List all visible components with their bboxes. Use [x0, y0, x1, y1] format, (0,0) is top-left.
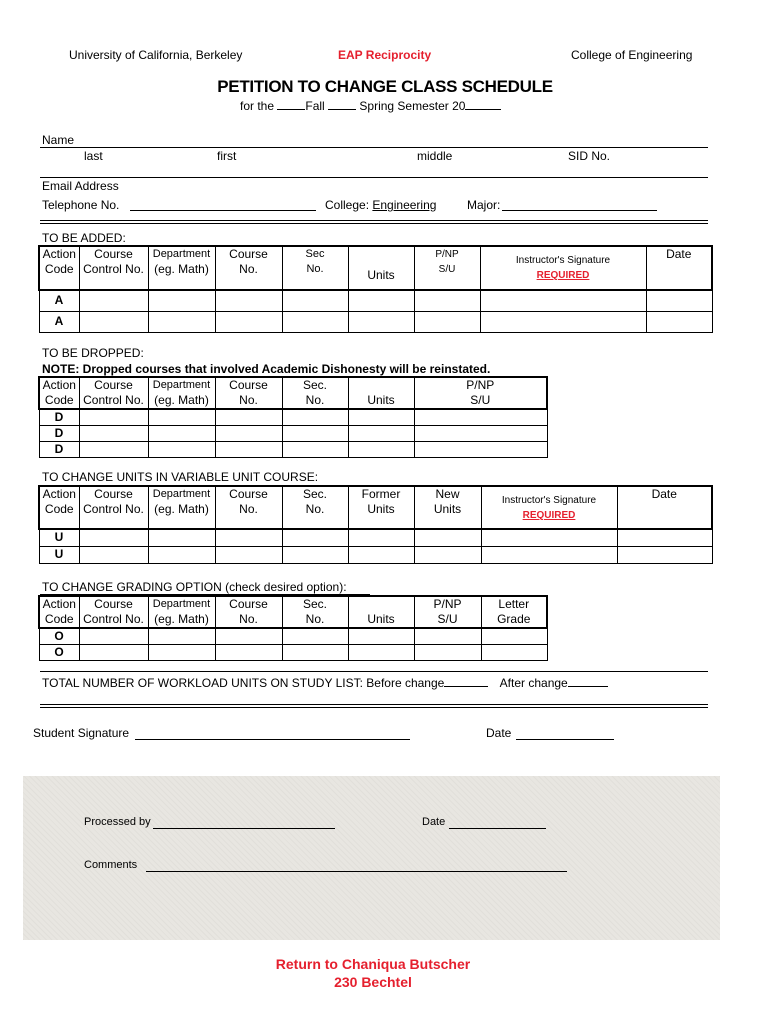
col-department: [148, 246, 215, 290]
table-cell[interactable]: [282, 311, 348, 332]
totals-line: [42, 676, 608, 690]
name-label: Name: [42, 133, 75, 147]
col-label: Course: [94, 247, 133, 261]
comments-label: Comments: [84, 859, 138, 871]
col-label: Course: [94, 378, 133, 392]
student-signature-label: Student Signature: [33, 726, 130, 740]
col-label: Action: [42, 378, 76, 392]
col-label: Date: [651, 487, 677, 501]
action-code: D: [39, 426, 79, 442]
drop-section-title: TO BE DROPPED:: [42, 346, 144, 360]
col-pnp-su: [414, 246, 480, 290]
table-cell[interactable]: [414, 426, 547, 442]
col-label: Course: [229, 378, 268, 392]
table-cell[interactable]: [215, 628, 282, 645]
col-label: P/NP: [433, 597, 462, 611]
units-section-title: TO CHANGE UNITS IN VARIABLE UNIT COURSE:: [42, 470, 319, 484]
col-label: Control No.: [83, 393, 144, 407]
col-label: Letter: [498, 597, 530, 611]
col-label: Former: [361, 487, 401, 501]
table-cell[interactable]: [414, 442, 547, 458]
telephone-field[interactable]: [130, 210, 316, 211]
col-label: Sec.: [302, 378, 327, 392]
signature-date-label: Date: [486, 726, 512, 740]
col-units: [348, 377, 414, 409]
table-cell[interactable]: [148, 290, 215, 311]
col-new-units: [414, 486, 481, 529]
col-label: Department: [152, 598, 211, 610]
double-divider: [40, 220, 708, 224]
table-cell[interactable]: [215, 409, 282, 426]
col-label: Sec.: [302, 487, 327, 501]
col-label: P/NP: [466, 378, 495, 392]
comments-field[interactable]: [146, 871, 567, 872]
col-label: Control No.: [83, 502, 144, 516]
col-label: No.: [239, 262, 258, 276]
signature-date-field[interactable]: [516, 739, 614, 740]
col-former-units: [348, 486, 414, 529]
table-cell[interactable]: [414, 529, 481, 546]
table-cell[interactable]: [414, 311, 480, 332]
col-units: [348, 246, 414, 290]
col-label: Action: [42, 487, 76, 501]
table-cell[interactable]: [348, 529, 414, 546]
table-cell[interactable]: [348, 426, 414, 442]
col-label: Date: [666, 247, 692, 261]
table-cell[interactable]: [480, 311, 646, 332]
col-sec-no: [282, 246, 348, 290]
col-department: [148, 596, 215, 628]
fall-blank[interactable]: [277, 109, 305, 110]
col-label: Control No.: [83, 612, 144, 626]
col-instructor-signature: [481, 486, 617, 529]
col-label: Sec: [305, 248, 325, 260]
table-cell[interactable]: [348, 546, 414, 563]
sid-label: SID No.: [568, 149, 611, 163]
col-label: Units: [367, 612, 395, 626]
table-cell[interactable]: [215, 529, 282, 546]
col-label: Action: [42, 597, 76, 611]
year-blank[interactable]: [465, 109, 501, 110]
col-action-code: [39, 377, 79, 409]
col-date: [646, 246, 712, 290]
table-cell[interactable]: [148, 529, 215, 546]
table-cell[interactable]: [79, 546, 148, 563]
table-cell[interactable]: [148, 426, 215, 442]
name-line[interactable]: [40, 147, 708, 148]
col-sec-no: [282, 486, 348, 529]
col-label: Course: [94, 597, 133, 611]
col-course-no: [215, 486, 282, 529]
table-cell[interactable]: [79, 645, 148, 661]
college-field: [325, 198, 436, 212]
spring-label: Spring Semester 20: [359, 99, 466, 113]
table-cell[interactable]: [215, 645, 282, 661]
table-cell[interactable]: [646, 290, 712, 311]
table-cell[interactable]: [282, 546, 348, 563]
table-cell[interactable]: [617, 529, 712, 546]
col-label: Grade: [497, 612, 531, 626]
table-cell[interactable]: [414, 546, 481, 563]
units-table: [38, 485, 713, 564]
action-code: D: [39, 442, 79, 458]
col-label: Code: [44, 393, 74, 407]
action-code: U: [39, 529, 79, 546]
col-label: Course: [229, 247, 268, 261]
col-label: Instructor's Signature: [515, 255, 611, 266]
drop-note: NOTE: Dropped courses that involved Academic Dishonesty will be reinstated.: [42, 362, 491, 376]
telephone-label: Telephone No.: [42, 198, 120, 212]
table-cell[interactable]: [79, 628, 148, 645]
table-cell[interactable]: [282, 290, 348, 311]
before-change-field[interactable]: [444, 686, 488, 687]
col-course-no: [215, 596, 282, 628]
processed-by-label: Processed by: [84, 816, 151, 828]
first-label: first: [217, 149, 237, 163]
col-action-code: [39, 486, 79, 529]
col-pnp-su: [414, 377, 547, 409]
col-label: Code: [44, 502, 74, 516]
col-sec-no: [282, 596, 348, 628]
table-cell[interactable]: [215, 426, 282, 442]
table-cell[interactable]: [282, 628, 348, 645]
col-action-code: [39, 596, 79, 628]
col-label: No.: [239, 612, 258, 626]
col-label: Sec.: [302, 597, 327, 611]
required-note: REQUIRED: [522, 510, 576, 521]
col-department: [148, 486, 215, 529]
col-label: Units: [433, 502, 462, 516]
table-cell[interactable]: [481, 628, 547, 645]
university-name: University of California, Berkeley: [69, 48, 243, 62]
col-course-control: [79, 486, 148, 529]
semester-line: [240, 99, 501, 113]
office-date-field[interactable]: [449, 828, 546, 829]
table-cell[interactable]: [348, 628, 414, 645]
col-label: Control No.: [83, 262, 144, 276]
table-cell[interactable]: [148, 311, 215, 332]
table-cell[interactable]: [348, 311, 414, 332]
table-cell[interactable]: [215, 311, 282, 332]
table-cell[interactable]: [148, 645, 215, 661]
college-name: College of Engineering: [571, 48, 693, 62]
col-instructor-signature: [480, 246, 646, 290]
office-use-box: [23, 776, 720, 940]
table-cell[interactable]: [282, 529, 348, 546]
col-label: Instructor's Signature: [501, 495, 597, 506]
col-date: [617, 486, 712, 529]
col-label: Department: [152, 488, 211, 500]
table-cell[interactable]: [414, 290, 480, 311]
add-section-title: TO BE ADDED:: [42, 231, 126, 245]
processed-by-field[interactable]: [153, 828, 335, 829]
table-cell[interactable]: [79, 426, 148, 442]
col-label: S/U: [470, 393, 491, 407]
add-table: [38, 245, 713, 333]
col-sec-no: [282, 377, 348, 409]
page-title: PETITION TO CHANGE CLASS SCHEDULE: [217, 77, 553, 96]
col-label: No.: [239, 393, 258, 407]
return-location-line: 230 Bechtel: [334, 974, 412, 990]
action-code: D: [39, 409, 79, 426]
divider: [40, 671, 708, 672]
table-cell[interactable]: [79, 409, 148, 426]
table-cell[interactable]: [79, 529, 148, 546]
col-units: [348, 596, 414, 628]
table-cell[interactable]: [646, 311, 712, 332]
col-course-no: [215, 246, 282, 290]
totals-label: TOTAL NUMBER OF WORKLOAD UNITS ON STUDY LIST: Before change: [42, 676, 445, 690]
fall-label: Fall: [305, 99, 325, 113]
last-label: last: [84, 149, 103, 163]
col-course-control: [79, 377, 148, 409]
col-label: (eg. Math): [154, 612, 209, 626]
email-label: Email Address: [42, 179, 119, 193]
major-label: Major:: [467, 198, 501, 212]
col-label: No.: [306, 263, 324, 275]
table-cell[interactable]: [148, 409, 215, 426]
spring-blank[interactable]: [328, 109, 356, 110]
table-cell[interactable]: [481, 645, 547, 661]
col-pnp-su: [414, 596, 481, 628]
col-label: S/U: [438, 264, 456, 275]
col-label: Department: [152, 379, 211, 391]
col-label: Action: [42, 247, 76, 261]
col-label: S/U: [437, 612, 458, 626]
required-note: REQUIRED: [536, 270, 590, 281]
table-cell[interactable]: [282, 426, 348, 442]
col-label: P/NP: [435, 249, 459, 260]
grading-section-title: TO CHANGE GRADING OPTION (check desired option):: [42, 580, 347, 594]
table-cell[interactable]: [348, 645, 414, 661]
college-label: College:: [325, 198, 370, 212]
table-cell[interactable]: [148, 628, 215, 645]
semester-prefix: for the: [240, 99, 275, 113]
col-label: (eg. Math): [154, 262, 209, 276]
col-label: Department: [152, 248, 211, 260]
middle-label: middle: [417, 149, 453, 163]
col-letter-grade: [481, 596, 547, 628]
table-cell[interactable]: [148, 546, 215, 563]
table-cell[interactable]: [414, 628, 481, 645]
after-change-field[interactable]: [568, 686, 608, 687]
table-cell[interactable]: [282, 409, 348, 426]
drop-table: [38, 376, 548, 458]
col-label: (eg. Math): [154, 393, 209, 407]
col-label: (eg. Math): [154, 502, 209, 516]
divider: [40, 177, 708, 178]
col-label: New: [435, 487, 460, 501]
col-course-control: [79, 246, 148, 290]
table-cell[interactable]: [215, 442, 282, 458]
table-cell[interactable]: [617, 546, 712, 563]
action-code: A: [39, 290, 79, 311]
table-cell[interactable]: [481, 529, 617, 546]
program-name: EAP Reciprocity: [338, 48, 432, 62]
major-field[interactable]: [502, 210, 657, 211]
table-cell[interactable]: [348, 290, 414, 311]
col-course-control: [79, 596, 148, 628]
col-label: Units: [367, 393, 395, 407]
table-cell[interactable]: [79, 442, 148, 458]
office-date-label: Date: [422, 816, 446, 828]
table-cell[interactable]: [79, 311, 148, 332]
table-cell[interactable]: [480, 290, 646, 311]
col-label: No.: [305, 502, 325, 516]
col-label: Course: [229, 597, 268, 611]
action-code: O: [39, 645, 79, 661]
action-code: O: [39, 628, 79, 645]
col-label: Course: [94, 487, 133, 501]
col-label: Units: [367, 502, 395, 516]
grading-table: [38, 595, 548, 661]
action-code: U: [39, 546, 79, 563]
table-cell[interactable]: [414, 409, 547, 426]
table-cell[interactable]: [215, 290, 282, 311]
col-course-no: [215, 377, 282, 409]
table-cell[interactable]: [481, 546, 617, 563]
col-department: [148, 377, 215, 409]
col-label: Units: [367, 267, 395, 282]
student-signature-field[interactable]: [135, 739, 410, 740]
col-action-code: [39, 246, 79, 290]
after-change-label: After change: [499, 676, 568, 690]
table-cell[interactable]: [282, 442, 348, 458]
action-code: A: [39, 311, 79, 332]
double-divider: [40, 704, 708, 708]
table-cell[interactable]: [148, 442, 215, 458]
table-cell[interactable]: [215, 546, 282, 563]
table-cell[interactable]: [348, 409, 414, 426]
col-label: No.: [305, 393, 325, 407]
col-label: Code: [44, 262, 74, 276]
col-label: Code: [44, 612, 74, 626]
col-label: Course: [229, 487, 268, 501]
col-label: No.: [239, 502, 258, 516]
college-value: Engineering: [372, 198, 437, 212]
table-cell[interactable]: [282, 645, 348, 661]
table-cell[interactable]: [414, 645, 481, 661]
return-to-line: Return to Chaniqua Butscher: [275, 956, 471, 972]
table-cell[interactable]: [79, 290, 148, 311]
col-label: No.: [305, 612, 325, 626]
table-cell[interactable]: [348, 442, 414, 458]
